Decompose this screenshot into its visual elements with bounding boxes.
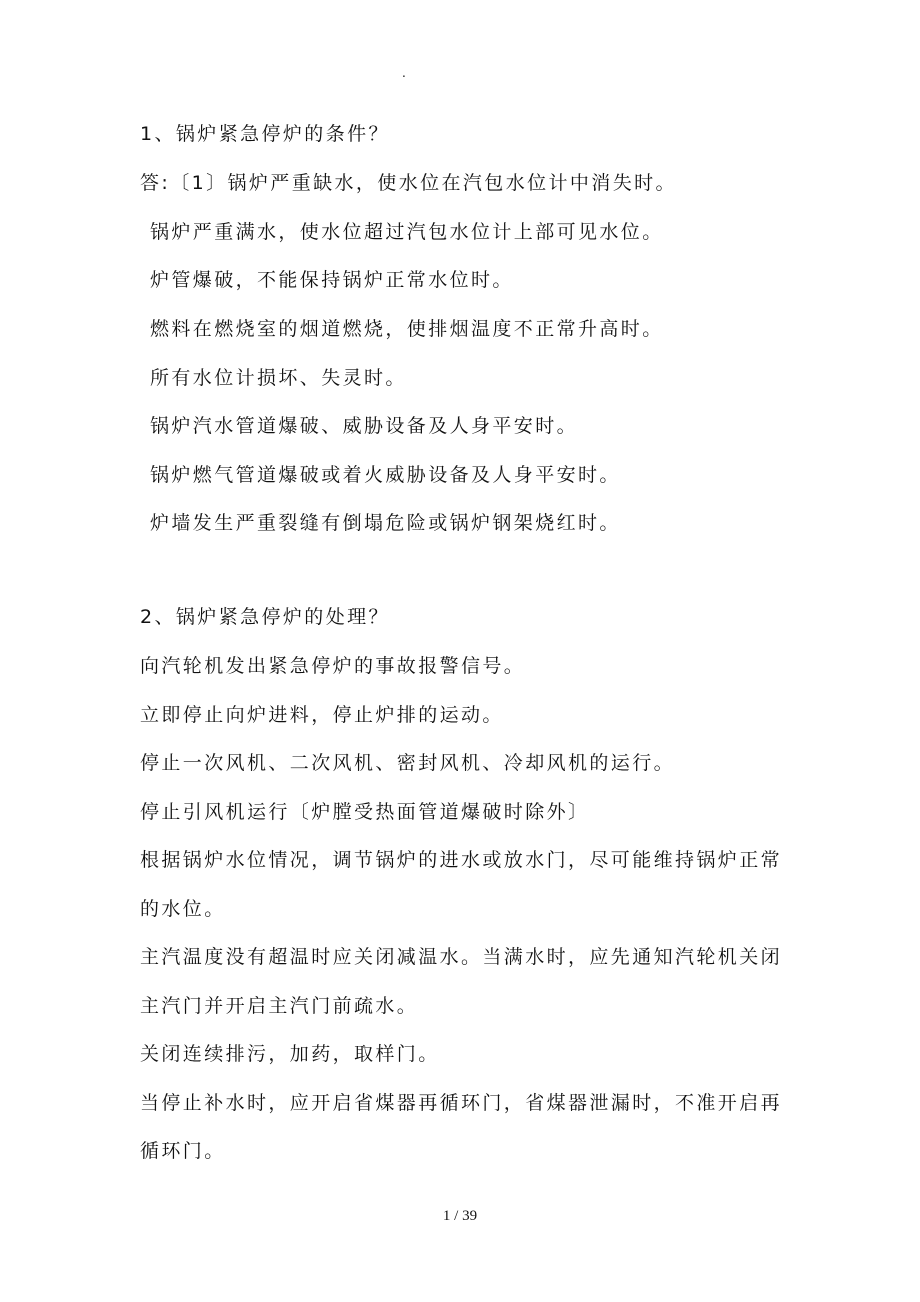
section-1-answer-line: 答:〔1〕锅炉严重缺水，使水位在汽包水位计中消失时。	[140, 172, 677, 194]
section-1-item: 炉墙发生严重裂缝有倒塌危险或锅炉钢架烧红时。	[150, 512, 621, 534]
section-1-item: 锅炉严重满水，使水位超过汽包水位计上部可见水位。	[150, 221, 664, 243]
section-2-item: 停止一次风机、二次风机、密封风机、冷却风机的运行。	[140, 752, 676, 774]
section-2-item: 主汽温度没有超温时应关闭减温水。当满水时，应先通知汽轮机关闭	[140, 946, 783, 968]
section-2-heading: 2、锅炉紧急停炉的处理？	[140, 606, 390, 628]
section-1-item: 锅炉汽水管道爆破、威胁设备及人身平安时。	[150, 415, 579, 437]
section-1-item: 所有水位计损坏、失灵时。	[150, 367, 407, 389]
section-2-item: 当停止补水时，应开启省煤器再循环门，省煤器泄漏时，不准开启再	[140, 1092, 783, 1114]
section-1-heading: 1、锅炉紧急停炉的条件？	[140, 123, 390, 145]
section-2-item-continuation: 主汽门并开启主汽门前疏水。	[140, 995, 419, 1017]
section-2-item: 立即停止向炉进料，停止炉排的运动。	[140, 704, 504, 726]
section-1-item: 燃料在燃烧室的烟道燃烧，使排烟温度不正常升高时。	[150, 318, 664, 340]
section-1-item: 锅炉燃气管道爆破或着火威胁设备及人身平安时。	[150, 464, 621, 486]
section-2-item: 向汽轮机发出紧急停炉的事故报警信号。	[140, 655, 526, 677]
section-2-item: 停止引风机运行〔炉膛受热面管道爆破时除外〕	[140, 801, 590, 823]
section-1-item: 炉管爆破，不能保持锅炉正常水位时。	[150, 269, 514, 291]
section-2-item: 关闭连续排污，加药，取样门。	[140, 1043, 440, 1065]
section-2-item: 根据锅炉水位情况，调节锅炉的进水或放水门，尽可能维持锅炉正常	[140, 849, 783, 871]
page-number: 1 / 39	[442, 1208, 478, 1224]
section-2-item-continuation: 的水位。	[140, 898, 226, 920]
header-mark: .	[402, 66, 406, 80]
section-2-item-continuation: 循环门。	[140, 1140, 226, 1162]
